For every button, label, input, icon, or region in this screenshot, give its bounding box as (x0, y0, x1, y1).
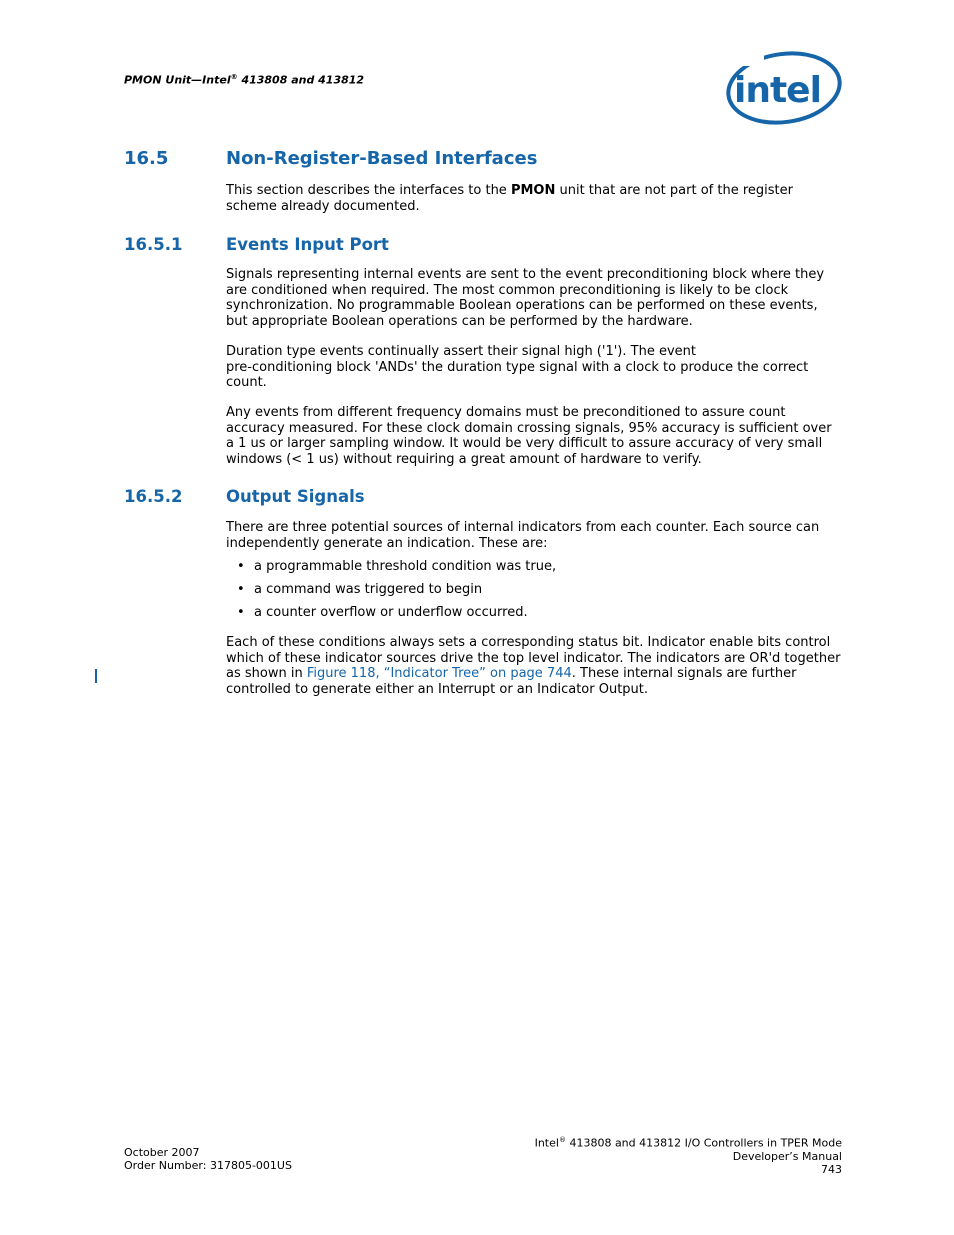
list-item-text: a command was triggered to begin (254, 582, 483, 597)
list-item-text: a programmable threshold condition was true, (254, 559, 557, 574)
page-number: 743 (821, 1162, 842, 1176)
intro-text: This section describes the interfaces to the (226, 183, 511, 198)
list-item (226, 557, 826, 580)
events-para-2 (226, 344, 842, 391)
section-16-5-2-heading (124, 487, 844, 509)
events-para-3: Any events from different frequency domains must be preconditioned to assure count accuracy measured. For these clock domain crossing signals, 95% accuracy is sufficient over a 1 us or larger sampling window. It would be very difficult to assure accuracy of very small windows (< 1 us) without requiring a great amount of hardware to verify. (226, 405, 832, 467)
footer-doc-title-prefix: Intel (534, 1136, 559, 1150)
section-title: Non-Register-Based Interfaces (226, 148, 538, 169)
events-para-2-line2: pre-conditioning block 'ANDs' the duration type signal with a clock to produce the correct count. (226, 359, 809, 391)
footer-doc-title-suffix: 413808 and 413812 I/O Controllers in TPER Mode (565, 1136, 842, 1150)
registered-mark: ® (230, 73, 238, 81)
footer-doc-type: Developer’s Manual (732, 1149, 842, 1163)
footer-right (535, 1134, 842, 1176)
footer-date: October 2007 (124, 1146, 200, 1159)
output-para-1: There are three potential sources of internal indicators from each counter. Each source can independently generate an indication. These are: (226, 520, 820, 551)
section-number: 16.5.1 (124, 235, 183, 254)
intel-logo (724, 48, 844, 128)
figure-118-link[interactable]: Figure 118, “Indicator Tree” on page 744 (306, 666, 572, 682)
bullet-icon: • (237, 605, 245, 620)
section-16-5-1-heading (124, 235, 844, 257)
footer-left (124, 1146, 292, 1172)
footer-order-number: Order Number: 317805-001US (124, 1159, 292, 1172)
footer-doc-title (535, 1134, 842, 1150)
section-title: Output Signals (226, 487, 365, 506)
output-para-2-text: Each of these conditions always sets a corresponding status bit. Indicator enable bits control which of these indicator sources drive the top level indicator. The indicators are OR'd together as shown in (226, 635, 841, 682)
section-16-5-intro (226, 183, 842, 214)
list-item (226, 603, 826, 626)
output-para-2-text-end: . These internal signals are further controlled to generate either an Interrupt or an Indicator Output. (226, 666, 797, 697)
running-header-models: 413808 and 413812 (237, 73, 365, 87)
conditions-list (226, 557, 826, 626)
list-item (226, 580, 826, 603)
bullet-icon: • (237, 559, 245, 574)
running-header (124, 73, 364, 87)
section-number: 16.5.2 (124, 487, 183, 506)
output-para-2 (226, 635, 842, 697)
intro-text-end: unit that are not part of the register scheme already documented. (226, 183, 793, 214)
running-header-text: PMON Unit—Intel (124, 73, 231, 87)
events-para-2-line1: Duration type events continually assert their signal high ('1'). The event (226, 344, 696, 359)
section-16-5-heading (124, 148, 844, 172)
section-title: Events Input Port (226, 235, 389, 254)
list-item-text: a counter overflow or underflow occurred. (254, 605, 528, 620)
bullet-icon: • (237, 582, 245, 597)
pmon-bold: PMON (510, 183, 556, 198)
section-number: 16.5 (124, 148, 169, 169)
events-para-1: Signals representing internal events are sent to the event preconditioning block where they are conditioned when required. The most common preconditioning is likely to be clock synchronization. No programmable Boolean operations can be performed on these events, but appropriate Boolean operations can be performed by the hardware. (226, 267, 825, 329)
registered-mark: ® (558, 1136, 566, 1144)
change-bar (95, 669, 97, 683)
intel-logo-text: intel (734, 70, 821, 111)
